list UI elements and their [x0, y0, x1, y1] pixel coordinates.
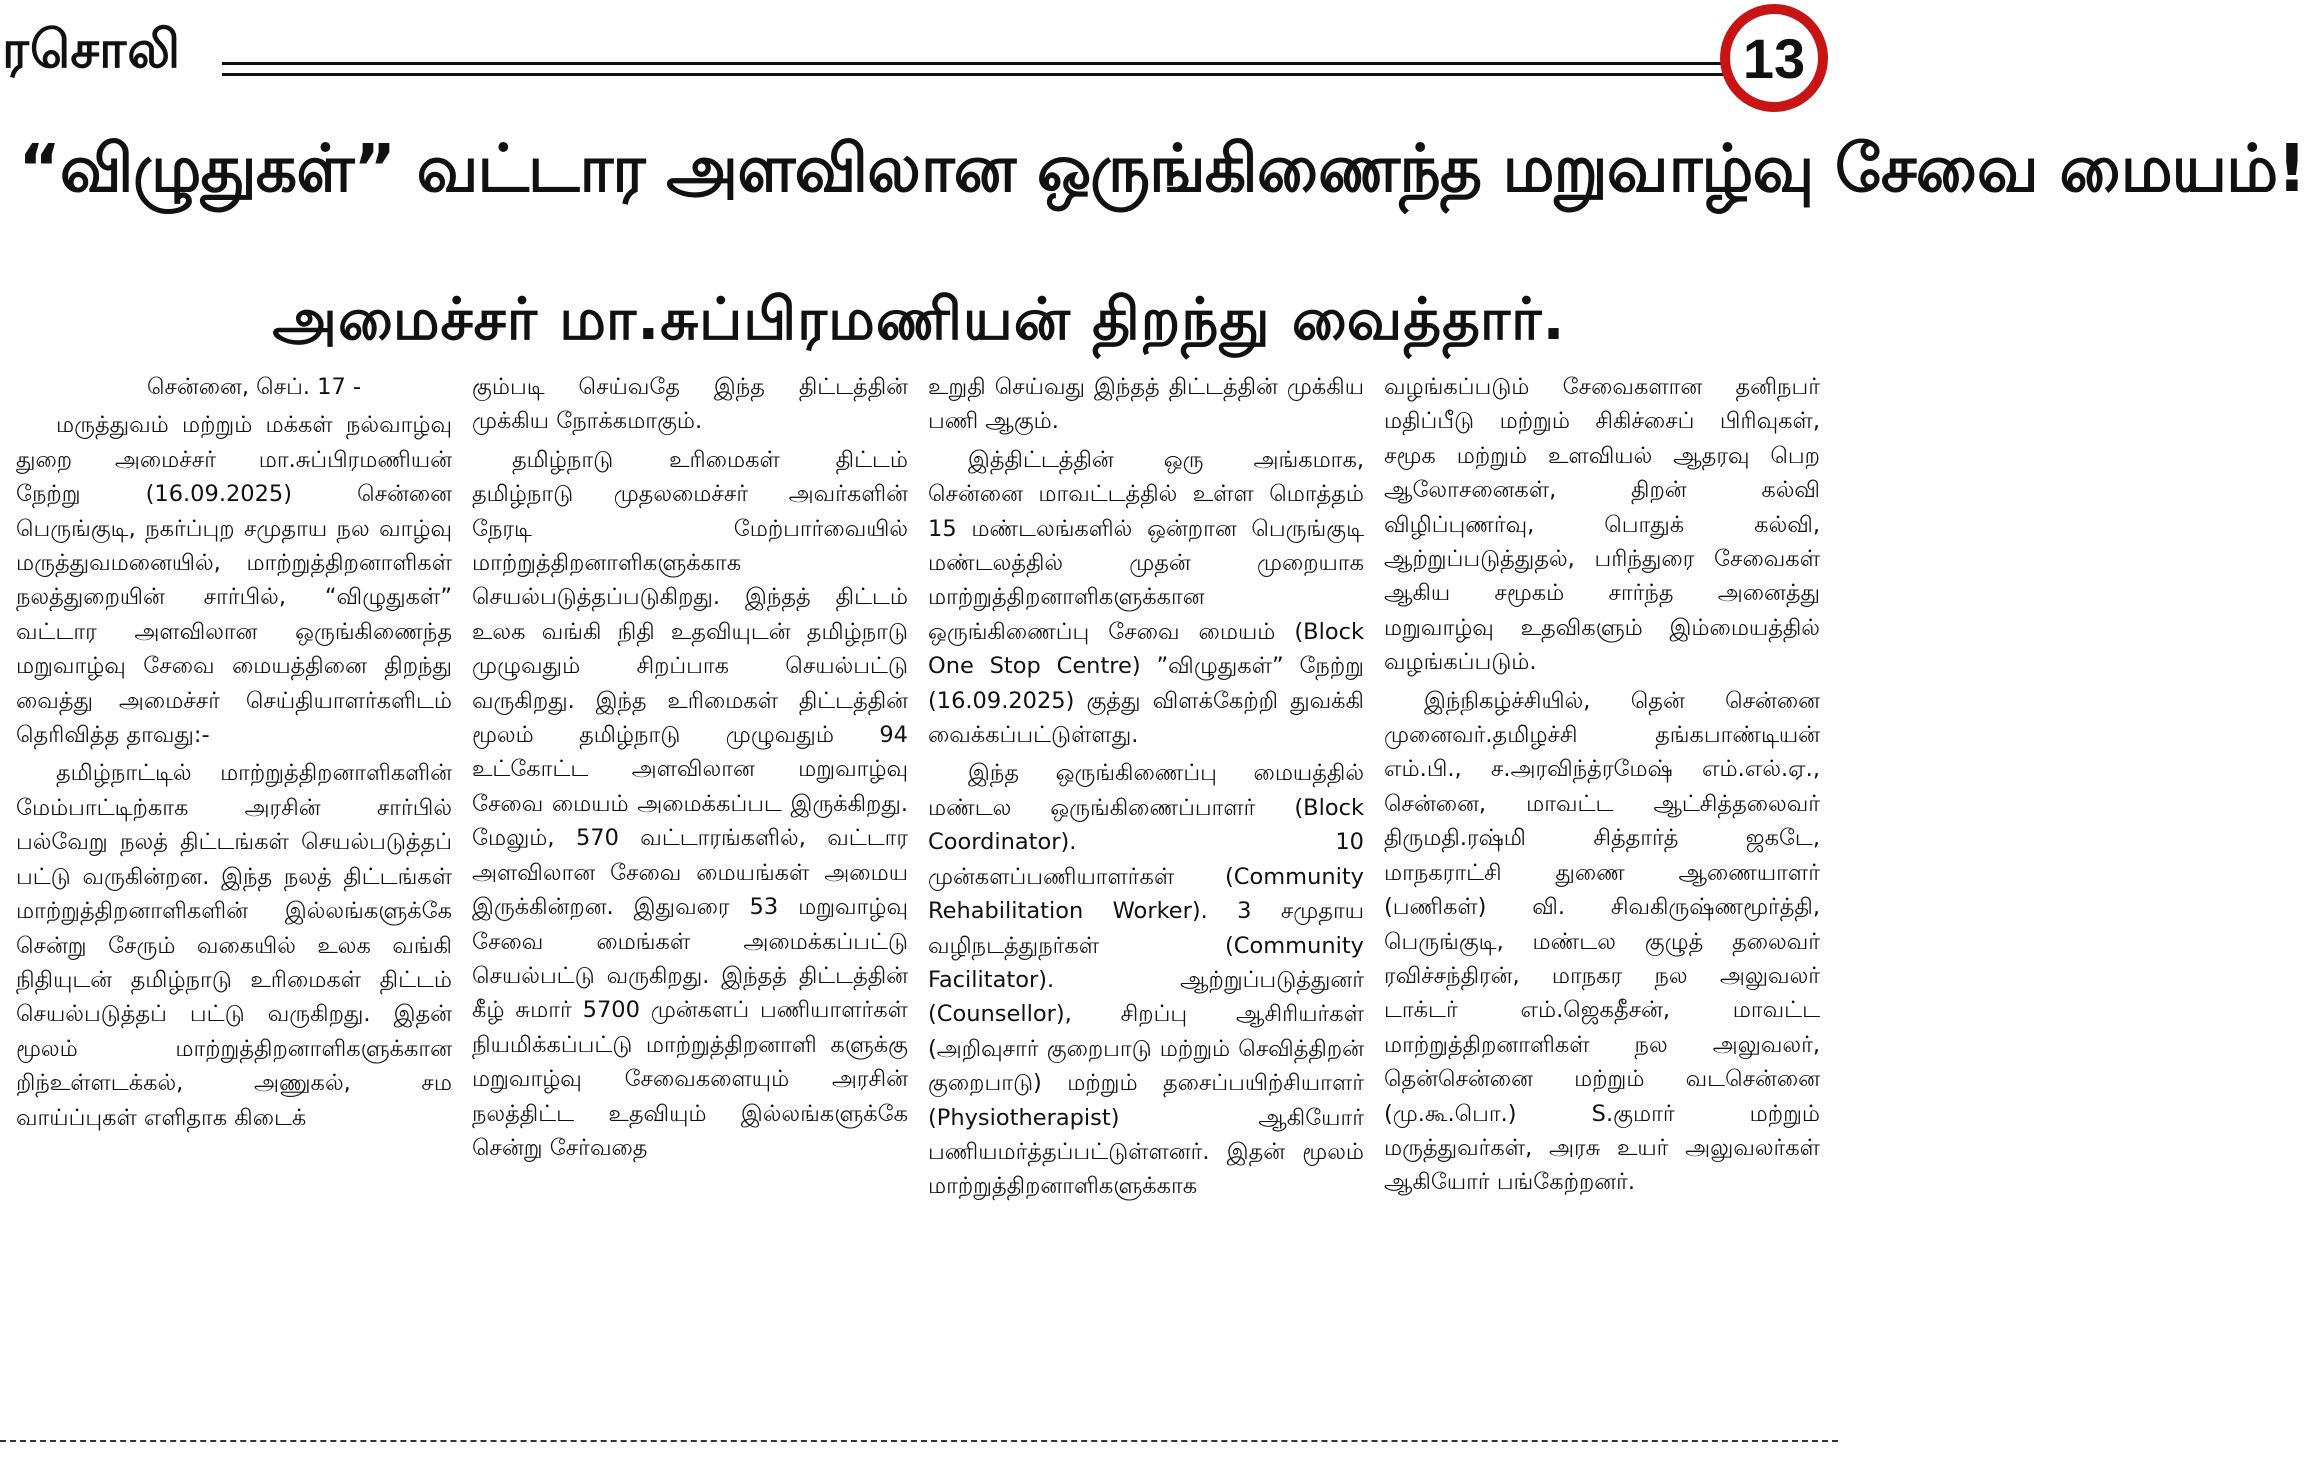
article-column-4	[1374, 370, 1830, 1430]
paragraph: கும்படி செய்வதே இந்த திட்டத்தின் முக்கிய நோக்கமாகும்.	[472, 374, 908, 435]
paragraph: இத்திட்டத்தின் ஒரு அங்கமாக, சென்னை மாவட்டத்தில் உள்ள மொத்தம் 15 மண்டலங்களில் ஒன்றான பெருங்குடி மண்டலத்தில் முதன் முறையாக மாற்றுத்திறனாளிகளுக்கான ஒருங்கிணைப்பு சேவை மையம் (Block One Stop Centre) ”விழுதுகள்” நேற்று (16.09.2025) குத்து விளக்கேற்றி துவக்கி வைக்கப்பட்டுள்ளது.	[928, 446, 1364, 749]
article-column-2	[462, 370, 918, 1430]
headline: “விழுதுகள்” வட்டார அளவிலான ஒருங்கிணைந்த மறுவாழ்வு சேவை மையம்!	[18, 130, 2306, 207]
paragraph: வழங்கப்படும் சேவைகளான தனிநபர் மதிப்பீடு மற்றும் சிகிச்சைப் பிரிவுகள், சமூக மற்றும் உளவியல் ஆதரவு பெற ஆலோசனைகள், திறன் கல்வி விழிப்புணர்வு, பொதுக் கல்வி, ஆற்றுப்படுத்துதல், பரிந்துரை சேவைகள் ஆகிய சமூகம் சார்ந்த அனைத்து மறுவாழ்வு உதவிகளும் இம்மையத்தில் வழங்கப்படும்.	[1384, 374, 1820, 676]
article-body	[6, 370, 1832, 1430]
paragraph: இந்த ஒருங்கிணைப்பு மையத்தில் மண்டல ஒருங்கிணைப்பாளர் (Block Coordinator). 10 முன்களப்பணியாளர்கள் (Community Rehabilitation Worker). 3 சமுதாய வழிநடத்துநர்கள் (Community Facilitator). ஆற்றுப்படுத்துனர் (Counsellor), சிறப்பு ஆசிரியர்கள் (அறிவுசார் குறைபாடு மற்றும் செவித்திறன் குறைபாடு) மற்றும் தசைப்பயிற்சியாளர் (Physiotherapist) ஆகியோர் பணியமர்த்தப்பட்டுள்ளனர். இதன் மூலம் மாற்றுத்திறனாளிகளுக்காக	[928, 760, 1364, 1200]
page-bottom-rule	[0, 1440, 1838, 1442]
page-number-badge	[1720, 4, 1828, 112]
page-number: 13	[1730, 14, 1818, 102]
article-column-1	[6, 370, 462, 1430]
paragraph: இந்நிகழ்ச்சியில், தென் சென்னை முனைவர்.தமிழச்சி தங்கபாண்டியன் எம்.பி., ச.அரவிந்த்ரமேஷ் எம்.எல்.ஏ., சென்னை, மாவட்ட ஆட்சித்தலைவர் திருமதி.ரஷ்மி சித்தார்த் ஜகடே, மாநகராட்சி துணை ஆணையாளர் (பணிகள்) வி. சிவகிருஷ்ணமூர்த்தி, பெருங்குடி, மண்டல குழுத் தலைவர் ரவிச்சந்திரன், மாநகர நல அலுவலர் டாக்டர் எம்.ஜெகதீசன், மாவட்ட மாற்றுத்திறனாளிகள் நல அலுவலர், தென்சென்னை மற்றும் வடசென்னை (மு.கூ.பொ.) S.குமார் மற்றும் மருத்துவர்கள், அரசு உயர் அலுவலர்கள் ஆகியோர் பங்கேற்றனர்.	[1384, 687, 1820, 1196]
paragraph: தமிழ்நாட்டில் மாற்றுத்திறனாளிகளின் மேம்பாட்டிற்காக அரசின் சார்பில் பல்வேறு நலத் திட்டங்கள் செயல்படுத்தப் பட்டு வருகின்றன. இந்த நலத் திட்டங்கள் மாற்றுத்திறனாளிகளின் இல்லங்களுக்கே சென்று சேரும் வகையில் உலக வங்கி நிதியுடன் தமிழ்நாடு உரிமைகள் திட்டம் செயல்படுத்தப் பட்டு வருகிறது. இதன் மூலம் மாற்றுத்திறனாளிகளுக்கான றிந்உள்ளடக்கல், அணுகல், சம வாய்ப்புகள் எளிதாக கிடைக்	[16, 760, 452, 1131]
paragraph: மருத்துவம் மற்றும் மக்கள் நல்வாழ்வு துறை அமைச்சர் மா.சுப்பிரமணியன் நேற்று (16.09.2025) சென்னை பெருங்குடி, நகர்ப்புற சமுதாய நல வாழ்வு மருத்துவமனையில், மாற்றுத்திறனாளிகள் நலத்துறையின் சார்பில், “விழுதுகள்” வட்டார அளவிலான ஒருங்கிணைந்த மறுவாழ்வு சேவை மையத்தினை திறந்து வைத்து அமைச்சர் செய்தியாளர்களிடம் தெரிவித்த தாவது:-	[16, 412, 452, 749]
masthead	[0, 0, 1838, 122]
article-column-3	[918, 370, 1374, 1430]
dateline: சென்னை, செப். 17 -	[146, 374, 362, 400]
subheadline: அமைச்சர் மா.சுப்பிரமணியன் திறந்து வைத்தார்.	[272, 285, 1566, 353]
masthead-rule	[222, 62, 1732, 76]
paragraph: தமிழ்நாடு உரிமைகள் திட்டம் தமிழ்நாடு முதலமைச்சர் அவர்களின் நேரடி மேற்பார்வையில் மாற்றுத்திறனாளிகளுக்காக செயல்படுத்தப்படுகிறது. இந்தத் திட்டம் உலக வங்கி நிதி உதவியுடன் தமிழ்நாடு முழுவதும் சிறப்பாக செயல்பட்டு வருகிறது. இந்த உரிமைகள் திட்டத்தின் மூலம் தமிழ்நாடு முழுவதும் 94 உட்கோட்ட அளவிலான மறுவாழ்வு சேவை மையம் அமைக்கப்பட இருக்கிறது. மேலும், 570 வட்டாரங்களில், வட்டார அளவிலான சேவை மையங்கள் அமைய இருக்கின்றன. இதுவரை 53 மறுவாழ்வு சேவை மைங்கள் அமைக்கப்பட்டு செயல்பட்டு வருகிறது. இந்தத் திட்டத்தின் கீழ் சுமார் 5700 முன்களப் பணியாளர்கள் நியமிக்கப்பட்டு மாற்றுத்திறனாளி களுக்கு மறுவாழ்வு சேவைகளையும் அரசின் நலத்திட்ட உதவியும் இல்லங்களுக்கே சென்று சேர்வதை	[472, 446, 908, 1161]
paragraph: உறுதி செய்வது இந்தத் திட்டத்தின் முக்கிய பணி ஆகும்.	[928, 374, 1364, 435]
newspaper-name: ரசொலி	[2, 20, 182, 80]
